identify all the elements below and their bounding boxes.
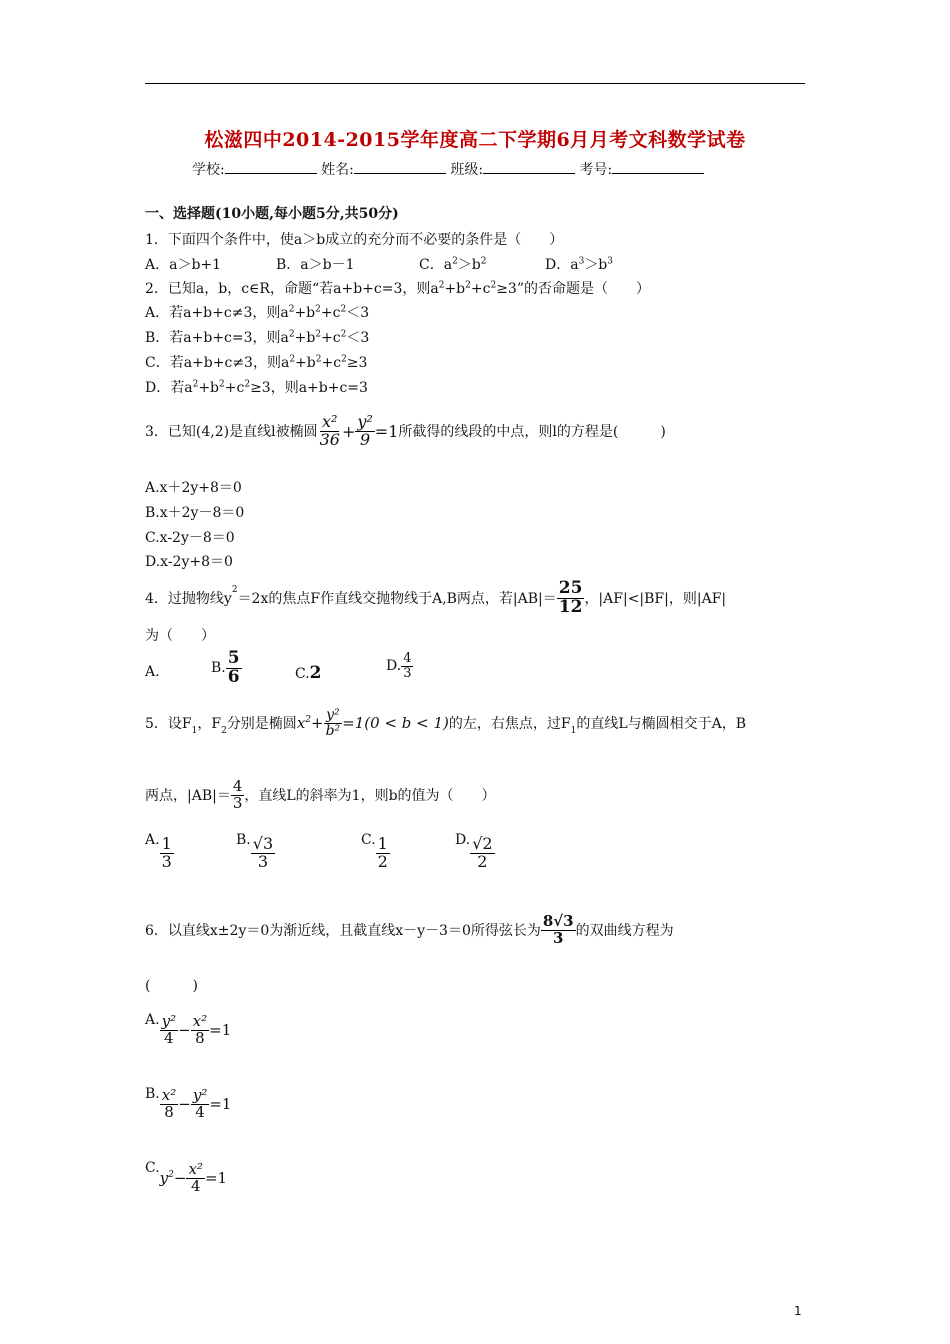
student-info-fields [192, 158, 704, 179]
q2-option-b: B．若a+b+c=3，则$a^2+b^2+c^2<3$ [145, 329, 370, 346]
q1-option-d: D．$a^3>b^3$ [545, 256, 614, 273]
q6-option-c: C. $y^2$ − $\frac{\text{x²}}{4}$ =1 [145, 1160, 228, 1195]
q5-stem-line2: 两点，|AB|＝ $\frac{4}{3}$ ，直线L的斜率为1，则b的值为（ ） [145, 776, 496, 812]
q3-option-c: C.x-2y－8＝0 [145, 530, 235, 546]
school-blank[interactable] [225, 158, 317, 174]
q4-stem-line2: 为（ ） [145, 628, 215, 644]
exam-no-label: 考号: [579, 162, 613, 178]
page-number: 1 [794, 1304, 802, 1318]
q3-stem: 3．已知(4,2)是直线l被椭圆 $\frac{\text{x²}}{36}$ + $\frac{\text{y²}}{9}$ =1 所截得的线段的中点，则l的方程是( ) [145, 411, 666, 449]
q2-option-a: A．若a+b+c≠3，则$a^2+b^2+c^2<3$ [145, 304, 370, 321]
q5-option-d: D. $\frac{√2}{2}$ [455, 832, 493, 871]
q6-stem: 6．以直线x±2y＝0为渐近线，且截直线x－y－3＝0所得弦长为 $\frac{8√3}{3}$ 的双曲线方程为 [145, 911, 674, 947]
q1-option-b: B．a＞b－1 [276, 257, 355, 273]
q2-stem: 2．已知a，b，c∈R，命题“若a+b+c=3，则$a^2+b^2+c^2\ge 3$”的否命题是（ ） [145, 280, 650, 297]
q5-option-b: B. $\frac{√3}{3}$ [236, 832, 274, 871]
q1-option-a: A．a＞b+1 [145, 257, 222, 273]
q3-option-b: B.x＋2y－8＝0 [145, 505, 245, 521]
q2-option-d: D．若$a^2+b^2+c^2\ge 3$，则a+b+c=3 [145, 379, 368, 396]
class-blank[interactable] [483, 158, 575, 174]
q3-frac-y: $\frac{\text{y²}}{9}$ [357, 411, 373, 449]
q1-option-c: C．$a^2>b^2$ [419, 256, 487, 273]
class-label: 班级: [450, 162, 484, 178]
q1-stem: 1．下面四个条件中，使a＞b成立的充分而不必要的条件是（ ） [145, 232, 564, 248]
exam-no-blank[interactable] [612, 158, 704, 174]
section-heading: 一、选择题(10小题,每小题5分,共50分) [145, 206, 399, 222]
q3-option-a: A.x＋2y+8＝0 [145, 480, 242, 496]
q4-option-c: C.2 [295, 663, 322, 683]
q3-option-d: D.x-2y+8＝0 [145, 554, 233, 570]
q4-option-d: D. $\frac{4}{3}$ [386, 651, 412, 681]
top-rule [145, 83, 805, 84]
q5-stem: 5．设F 1 ，F 2 分别是椭圆 $x^2+$ $\frac{\text{y²}}{\text{b²}}$ =1(0 < b < 1) 的左，右焦点，过F 1 的直线L与椭圆相交于A，B [145, 706, 747, 739]
q3-frac-x: $\frac{\text{x²}}{36}$ [319, 411, 340, 449]
q5-option-a: A. $\frac{1}{3}$ [145, 832, 172, 871]
name-label: 姓名: [321, 162, 354, 178]
q4-stem: 4．过抛物线y 2 ＝2x的焦点F作直线交抛物线于A,B两点，若|AB|＝ $\frac{25}{12}$ ，|AF|<|BF|，则|AF| [145, 577, 727, 617]
name-blank[interactable] [354, 158, 446, 174]
q6-option-b: B. $\frac{\text{x²}}{8}$ − $\frac{\text{y²}}{4}$ =1 [145, 1086, 232, 1121]
q4-frac-ab: $\frac{25}{12}$ [558, 577, 583, 617]
page-title: 松滋四中2014-2015学年度高二下学期6月月考文科数学试卷 [204, 129, 746, 151]
q6-stem-line2: ( ) [145, 978, 198, 994]
q4-option-a: A. [145, 664, 160, 680]
q4-option-b: B. $\frac{5}{6}$ [211, 648, 240, 687]
school-label: 学校: [192, 162, 225, 178]
q6-option-a: A. $\frac{\text{y²}}{4}$ − $\frac{\text{x²}}{8}$ =1 [145, 1012, 232, 1047]
q2-option-c: C．若a+b+c≠3，则$a^2+b^2+c^2\ge 3$ [145, 354, 368, 371]
q5-option-c: C. $\frac{1}{2}$ [361, 832, 388, 871]
